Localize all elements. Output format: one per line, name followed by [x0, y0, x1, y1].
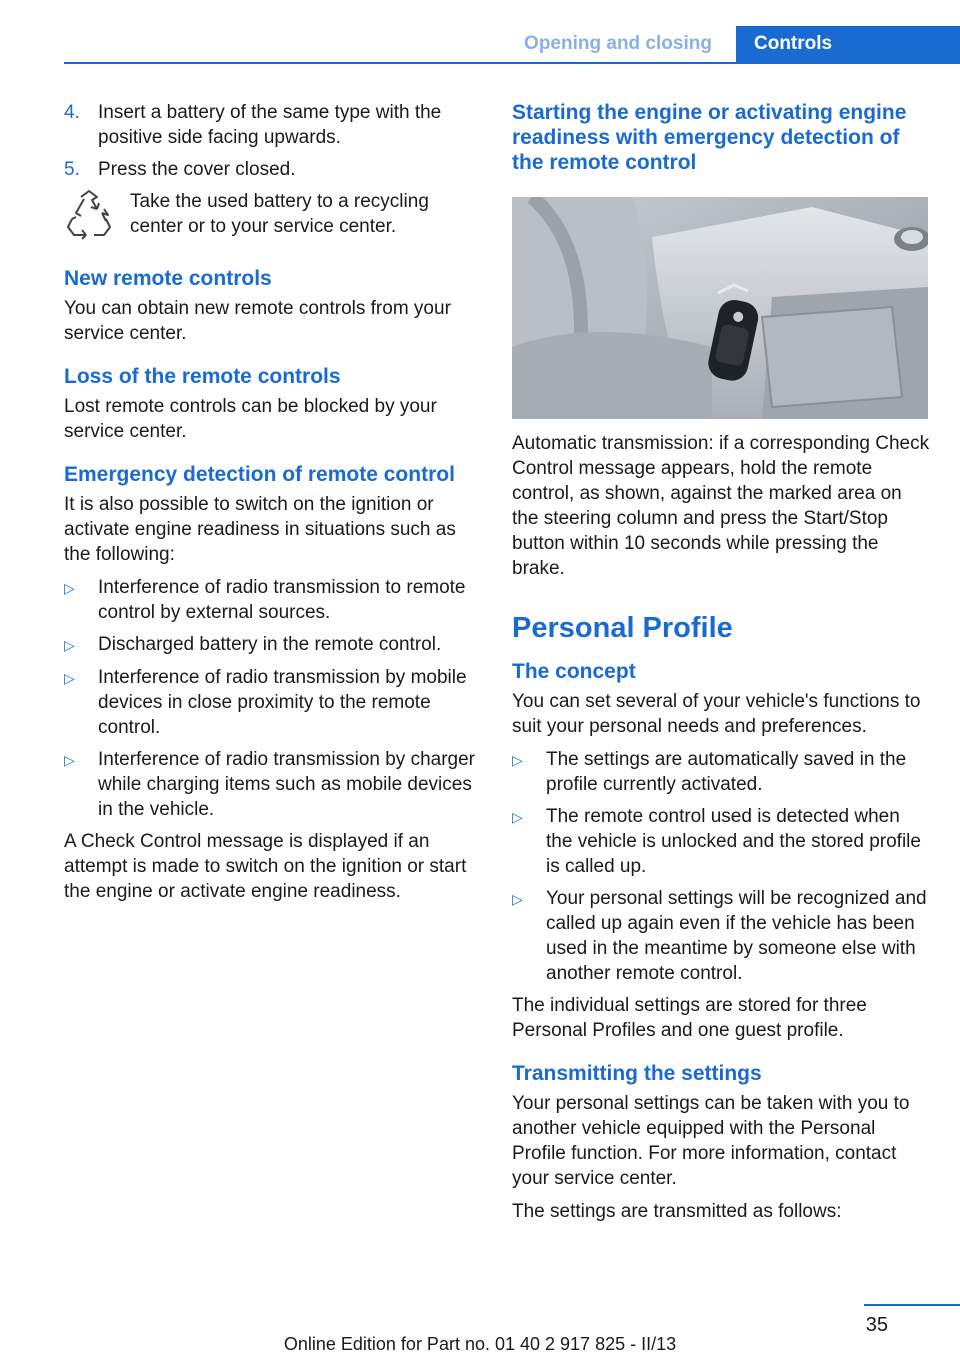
- list-item-text: Your personal settings will be recognized and called up again even if the vehicle has been used in the meantime by someone else with another remote control.: [546, 888, 927, 984]
- list-item: [64, 665, 482, 740]
- triangle-bullet-icon: ▷: [64, 752, 75, 768]
- heading-loss-remote-controls: Loss of the remote controls: [64, 365, 341, 388]
- list-item: [512, 747, 930, 797]
- page-number: 35: [865, 1314, 888, 1336]
- recycle-note: [64, 189, 482, 246]
- step-number: 5.: [64, 159, 80, 180]
- triangle-bullet-icon: ▷: [64, 580, 75, 596]
- heading-personal-profile: Personal Profile: [512, 612, 733, 644]
- triangle-bullet-icon: ▷: [64, 670, 75, 686]
- heading-emergency-detection: Emergency detection of remote control: [64, 463, 455, 486]
- list-item: [64, 575, 482, 625]
- paragraph-emergency-outro: A Check Control message is displayed if an attempt is made to switch on the ignition or start the engine or activate engine readiness.: [64, 831, 467, 902]
- triangle-bullet-icon: ▷: [64, 637, 75, 653]
- list-item-text: Discharged battery in the remote control.: [98, 634, 442, 655]
- paragraph-starting-engine: Automatic transmission: if a corresponding Check Control message appears, hold the remote control, as shown, against the marked area on the steering column and press the Start/Stop button within 10 seconds while pressing the brake.: [512, 433, 930, 579]
- step-item: [64, 157, 482, 182]
- header-rule: [64, 62, 960, 64]
- triangle-bullet-icon: ▷: [512, 809, 523, 825]
- list-item: [64, 747, 482, 822]
- triangle-bullet-icon: ▷: [512, 752, 523, 768]
- heading-the-concept: The concept: [512, 660, 636, 683]
- page-header: [0, 0, 960, 64]
- page-footer: [0, 1300, 960, 1362]
- edition-line: Online Edition for Part no. 01 40 2 917 825 - II/13: [283, 1334, 677, 1354]
- steering-column-illustration: [512, 197, 928, 419]
- step-text: Insert a battery of the same type with the positive side facing upwards.: [98, 102, 442, 148]
- recycling-icon: [64, 189, 130, 246]
- paragraph-new-remote: You can obtain new remote controls from your service center.: [64, 298, 451, 344]
- paragraph-concept: You can set several of your vehicle's functions to suit your personal needs and preferences.: [512, 691, 921, 737]
- triangle-bullet-icon: ▷: [512, 891, 523, 907]
- heading-transmitting-settings: Transmitting the settings: [512, 1062, 762, 1085]
- heading-new-remote-controls: New remote controls: [64, 267, 272, 290]
- list-item: [64, 632, 482, 658]
- list-item: [512, 804, 930, 879]
- recycle-note-text: Take the used battery to a recycling center or to your service center.: [130, 191, 429, 237]
- footer-rule: [864, 1304, 960, 1306]
- left-column: [64, 100, 482, 912]
- list-item-text: Interference of radio transmission to remote control by external sources.: [98, 577, 466, 623]
- list-item: [512, 886, 930, 986]
- paragraph-transmitting: Your personal settings can be taken with you to another vehicle equipped with the Personal Profile function. For more information, contact your service center.: [512, 1093, 910, 1189]
- list-item-text: The remote control used is detected when the vehicle is unlocked and the stored profile is called up.: [546, 806, 921, 877]
- paragraph-emergency-intro: It is also possible to switch on the ignition or activate engine readiness in situations such as the following:: [64, 494, 456, 565]
- step-number: 4.: [64, 102, 80, 123]
- step-text: Press the cover closed.: [98, 159, 296, 180]
- section-title: Opening and closing: [524, 33, 712, 54]
- list-item-text: Interference of radio transmission by charger while charging items such as mobile devices in the vehicle.: [98, 749, 476, 820]
- list-item-text: Interference of radio transmission by mobile devices in close proximity to the remote control.: [98, 667, 467, 738]
- step-item: [64, 100, 482, 150]
- paragraph-loss-remote: Lost remote controls can be blocked by your service center.: [64, 396, 437, 442]
- list-item-text: The settings are automatically saved in the profile currently activated.: [546, 749, 907, 795]
- chapter-tab: Controls: [736, 26, 960, 62]
- paragraph-stored-settings: The individual settings are stored for three Personal Profiles and one guest profile.: [512, 995, 867, 1041]
- right-column: [512, 100, 930, 1232]
- heading-starting-engine: Starting the engine or activating engine readiness with emergency detection of the remote control: [512, 101, 907, 174]
- paragraph-transmit-follow: The settings are transmitted as follows:: [512, 1201, 842, 1222]
